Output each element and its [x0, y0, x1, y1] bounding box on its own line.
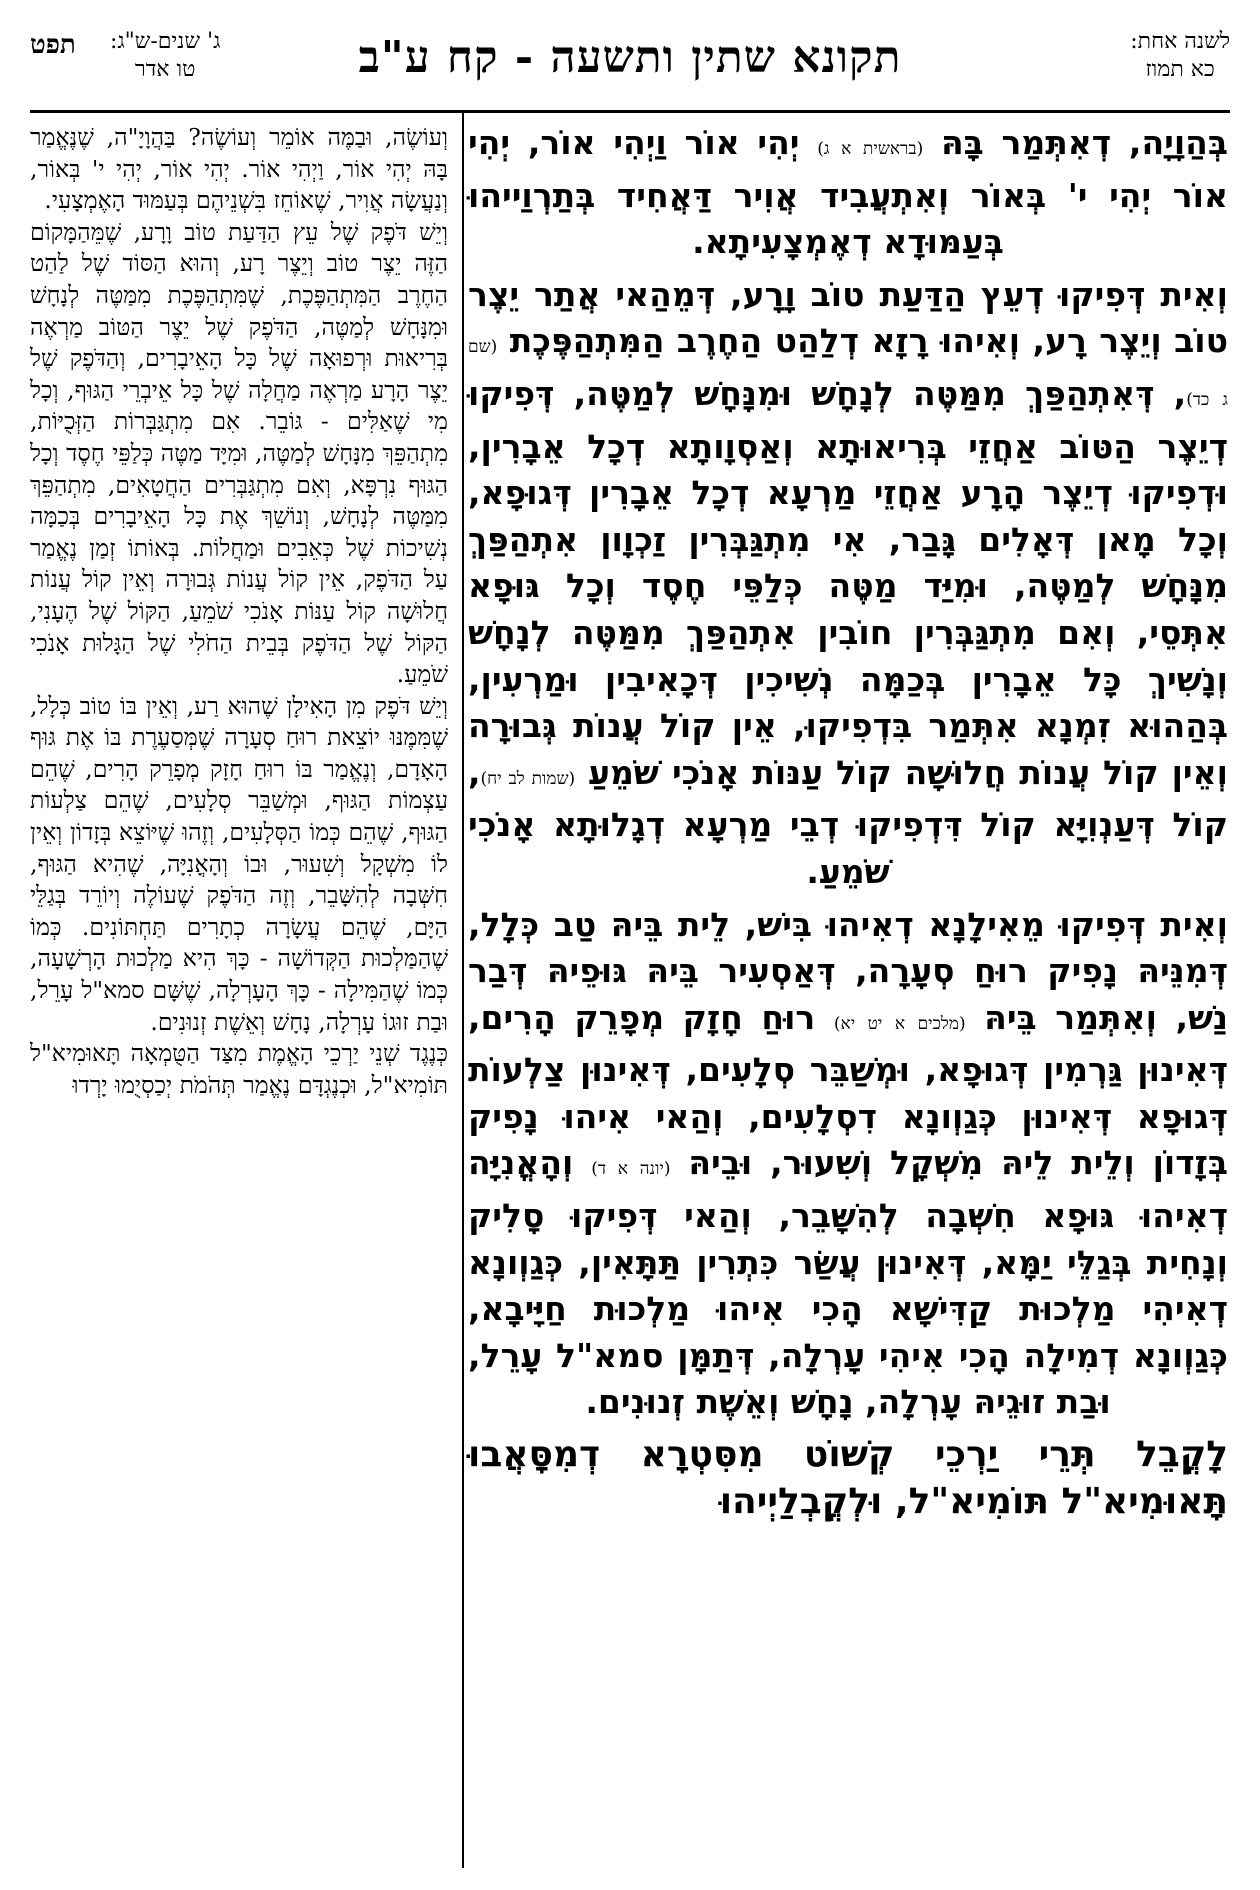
- page-header: [30, 18, 1230, 113]
- main-text-segment: יְהִי אוֹר וַיְהִי אוֹר, יְהִי אוֹר יְהִי י' בְּאוֹר וְאִתְעֲבִיד אֲוִיר דַּאֲחִיד בְּתַרְוַייהוּ בְּעַמּוּדָא דְאֶמְצָעִיתָא.: [468, 123, 1228, 262]
- main-paragraph-2: [468, 272, 1228, 896]
- main-text-segment: וְהָאֳנִיָּה דְאִיהוּ גּוּפָא חִשְּׁבָה לְהִשָּׁבֵר, וְהַאי דְּפִיקוּ סָלִיק וְנָחִית בְּגַלֵּי יַמָּא, דְּאִינוּן עֲשַׂר כִּתְרִין תַּתָּאִין, כְּגַוְונָא דְאִיהִי מַלְכוּת קַדִּישָׁא הָכִי אִיהוּ מַלְכוּת חַיָּיבָא, כְּגַוְונָא דְמִילָה הָכִי אִיהִי עָרְלָה, דְּתַמָּן סמא"ל עָרֵל, וּבַת זוּגֵיהּ עָרְלָה, נָחָשׁ וְאֵשֶׁת זְנוּנִים.: [468, 1143, 1228, 1422]
- main-paragraph-3: [468, 902, 1228, 1427]
- page-number: תפט: [30, 30, 76, 60]
- source-citation: (שם ג כד): [468, 337, 1228, 410]
- main-text-segment: וְאִית דְּפִיקוּ מֵאִילָנָא דְאִיהוּ בִּישׁ, לֵית בֵּיהּ טַב כְּלָל, דְּמִנֵּיהּ נָפִיק רוּחַ סְעָרָה, דְּאַסְעִיר בֵּיהּ גּוּפֵיהּ דְּבַר נַשׁ, וְאִתְּמַר בֵּיהּ: [468, 904, 1228, 1037]
- commentary-paragraph-3: וְיֵשׁ דֹּפֶק מִן הָאִילָן שֶׁהוּא רַע, וְאֵין בּוֹ טוֹב כְּלָל, שֶׁמִּמֶּנּוּ יוֹצֵאת רוּחַ סְעָרָה שֶׁמְּסַעֶרֶת בּוֹ אֶת גּוּף הָאָדָם, וְנֶאֱמַר בּוֹ רוּחַ חָזָק מְפָרֵק הָרִים, שֶׁהֵם עַצְמוֹת הַגּוּף, וּמְשַׁבֵּר סְלָעִים, שֶׁהֵם צַלְעוֹת הַגּוּף, שֶׁהֵם כְּמוֹ הַסְּלָעִים, וְזֶהוּ שֶׁיּוֹצֵא בְּזָדוֹן וְאֵין לוֹ מִשְׁקָל וְשִׁעוּר, וּבוֹ וְהָאֳנִיָּה, שֶׁהִיא הַגּוּף, חִשְּׁבָה לְהִשָּׁבֵר, וְזֶה הַדֹּפֶק שֶׁעוֹלֶה וְיוֹרֵד בְּגַלֵּי הַיָּם, שֶׁהֵם עֲשָׂרָה כְתָרִים תַּחְתּוֹנִים. כְּמוֹ שֶׁהַמַּלְכוּת הַקְּדוֹשָׁה - כָּךְ הִיא מַלְכוּת הָרְשָׁעָה, כְּמוֹ שֶׁהַמִּילָה - כָּךְ הָעָרְלָה, שֶׁשָּׁם סמא"ל עָרֵל, וּבַת זוּגוֹ עָרְלָה, נָחָשׁ וְאֵשֶׁת זְנוּנִים.: [30, 691, 448, 1036]
- three-year-schedule: [110, 28, 220, 84]
- three-year-date: טו אדר: [134, 57, 196, 82]
- source-citation: (יונה א ד): [591, 1159, 671, 1180]
- commentary-column: [30, 122, 448, 1860]
- commentary-paragraph-2: וְיֵשׁ דֹּפֶק שֶׁל עֵץ הַדַּעַת טוֹב וָרָע, שֶׁמֵּהַמָּקוֹם הַזֶּה יֵצֶר טוֹב וְיֵצֶר רָע, וְהוּא הַסּוֹד שֶׁל לַהַט הַחֶרֶב הַמִּתְהַפֶּכֶת, שֶׁמִּתְהַפֶּכֶת מִמַּטֶּה לְנָחָשׁ וּמִנָּחָשׁ לְמַטֶּה, הַדֹּפֶק שֶׁל יֵצֶר הַטּוֹב מַרְאֶה בְּרִיאוּת וּרְפוּאָה שֶׁל כָּל הָאֵיבָרִים, וְהַדֹּפֶק שֶׁל יֵצֶר הָרָע מַרְאֶה מַחֲלָה שֶׁל כָּל אֵיבְרֵי הַגּוּף, וְכָל מִי שֶׁאַלִּים - גּוֹבֵר. אִם מִתְגַּבְּרוֹת הַזְּכֻיּוֹת, מִתְהַפֵּךְ מִנָּחָשׁ לְמַטֶּה, וּמִיָּד מַטֶּה כְּלַפֵּי חֶסֶד וְכָל הַגּוּף נִרְפָּא, וְאִם מִתְגַּבְּרִים הַחֲטָאִים, מִתְהַפֵּךְ מִמַּטֶּה לְנָחָשׁ, וְנוֹשֵׁךְ אֶת כָּל הָאֵיבָרִים בְּכַמָּה נְשִׁיכוֹת שֶׁל כְּאֵבִים וּמַחֲלוֹת. בְּאוֹתוֹ זְמַן נֶאֱמַר עַל הַדֹּפֶק, אֵין קוֹל עֲנוֹת גְּבוּרָה וְאֵין קוֹל עֲנוֹת חֲלוּשָׁה קוֹל עַנּוֹת אָנֹכִי שֹׁמֵעַ, הַקּוֹל שֶׁל הֶעָנִי, הַקּוֹל שֶׁל הַדֹּפֶק בְּבֵית הַחֹלִי שֶׁל הַגָּלוּת אָנֹכִי שֹׁמֵעַ.: [30, 217, 448, 689]
- page-title: תקונא שתין ותשעה - קח ע"ב: [358, 32, 902, 83]
- main-text-segment: רוּחַ חָזָק מְפָרֵק הָרִים, דְּאִינוּן גַּרְמִין דְּגוּפָא, וּמְשַׁבֵּר סְלָעִים, דְּאִינוּן צַלְעוֹת דְּגוּפָא דְּאִינוּן כְּגַוְונָא דִסְלָעִים, וְהַאי אִיהוּ נָפִיק בְּזָדוֹן וְלֵית לֵיהּ מִשְׁקָל וְשִׁעוּר, וּבֵיהּ: [468, 997, 1228, 1183]
- commentary-paragraph-1: וְעוֹשֶׂה, וּבַמֶּה אוֹמֵר וְעוֹשֶׂה? בַּהֲוָיָ"ה, שֶׁנֶּאֱמַר בָּהּ יְהִי אוֹר, וַיְהִי אוֹר. יְהִי אוֹר, יְהִי י' בְּאוֹר, וְנַעֲשָׂה אֲוִיר, שֶׁאוֹחֵז בִּשְׁנֵיהֶם בְּעַמּוּד הָאֶמְצָעִי.: [30, 123, 448, 215]
- main-text-segment: , קוֹל דְּעַנְוִיָּא קוֹל דִּדְפִיקוּ דְבֵי מַרְעָא דְגָלוּתָא אָנֹכִי שֹׁמֵעַ.: [468, 752, 1228, 891]
- source-citation: (מלכים א יט יא): [833, 1013, 966, 1034]
- one-year-date: כא תמוז: [1145, 57, 1215, 82]
- source-citation: (בראשית א ג): [817, 139, 924, 159]
- three-year-label: ג' שנים-ש"ג:: [110, 29, 221, 54]
- main-text-segment: , דְּאִתְהַפַּךְ מִמַּטֶּה לְנָחָשׁ וּמִנָּחָשׁ לְמַטֶּה, דְּפִיקוּ דְיֵצֶר הַטּוֹב אַחֲזֵי בְּרִיאוּתָא וְאַסְוָותָא דְכָל אֵבָרִין, וּדְפִיקוּ דְיֵצֶר הָרָע אַחֲזֵי מַרְעָא דְכָל אֵבָרִין דְּגוּפָא, וְכָל מָאן דְּאָלִים גָּבַר, אִי מִתְגַּבְּרִין זַכְוָון אִתְהַפַּךְ מִנָּחָשׁ לְמַטֶּה, וּמִיַּד מַטֶּה כְּלַפֵּי חֶסֶד וְכָל גּוּפָא אִתְּסֵי, וְאִם מִתְגַּבְּרִין חוֹבִין אִתְהַפַּךְ מִמַּטֶּה לְנָחָשׁ וְנָשִׁיךְ כָּל אֵבָרִין בְּכַמָּה נְשִׁיכִין דְּכָאִיבִין וּמַרְעִין, בְּהַהוּא זִמְנָא אִתְּמַר בִּדְפִיקוּ, אֵין קוֹל עֲנוֹת גְּבוּרָה וְאֵין קוֹל עֲנוֹת חֲלוּשָׁה קוֹל עַנּוֹת אָנֹכִי שֹׁמֵעַ: [468, 373, 1228, 792]
- commentary-paragraph-4: כְּנֶגֶד שְׁנֵי יַרְכֵי הָאֱמֶת מִצַּד הַטֻּמְאָה תָּאוּמִיא"ל תּוֹמִיא"ל, וּכְנֶגְדָּם נֶאֱמַר תְּהֹמֹת יְכַסְיֻמוּ יָרְדוּ: [30, 1039, 448, 1099]
- main-paragraph-4: [468, 1432, 1228, 1525]
- main-text-segment: לָקֳבֵל תְּרֵי יַרְכֵי קְשׁוֹט מִסִּטְרָא דְמִסָּאֲבוּ תָּאוּמִיא"ל תּוֹמִיא"ל, וּלְקֳבְלַיְיהוּ: [468, 1434, 1228, 1522]
- source-citation: (שמות לב יח): [480, 768, 576, 789]
- main-text-column: [468, 120, 1228, 1860]
- main-text-segment: וְאִית דְּפִיקוּ דְעֵץ הַדַּעַת טוֹב וָרָע, דְּמֵהַאי אֲתַר יֵצֶר טוֹב וְיֵצֶר רָע, וְאִיהוּ רָזָא דְלַהַט הַחֶרֶב הַמִּתְהַפֶּכֶת: [468, 274, 1228, 361]
- column-divider: [462, 110, 464, 1868]
- main-paragraph-1: [468, 120, 1228, 266]
- one-year-label: לשנה אחת:: [1130, 29, 1230, 54]
- main-text-segment: בְּהַוָיָה, דְאִתְּמַר בָּהּ: [940, 123, 1228, 162]
